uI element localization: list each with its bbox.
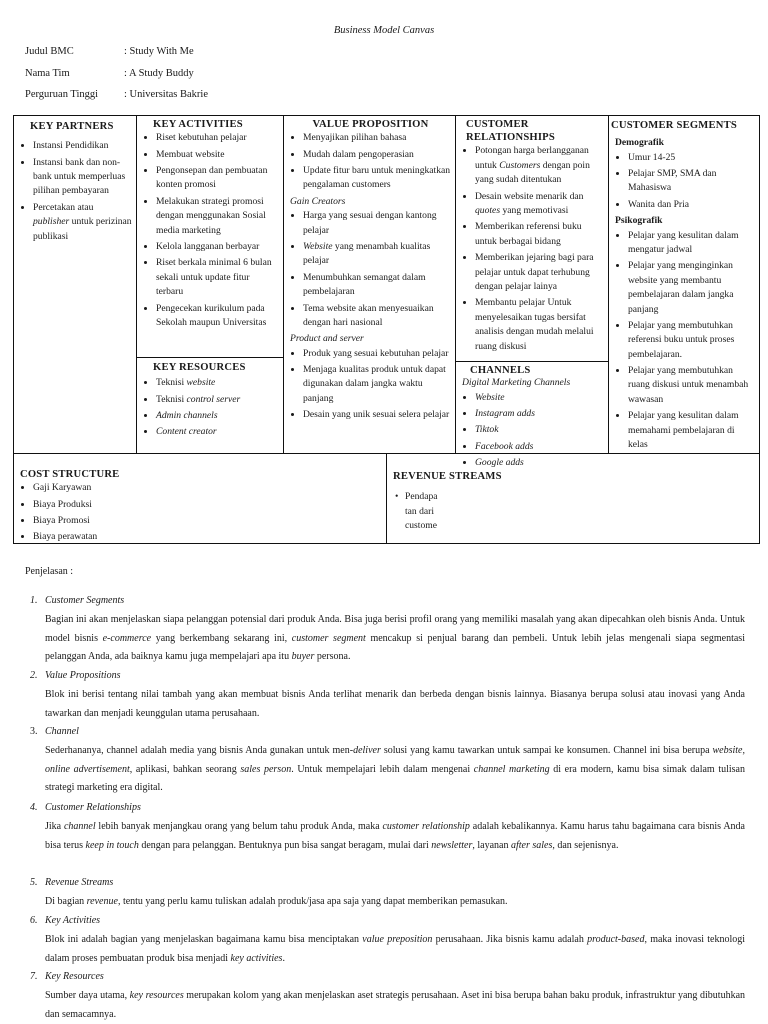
text-fragment: di era modern, kamu bisa simak dalam tulisan strategi marketing era digital. — [45, 763, 745, 793]
list-item: • Memberikan jejaring bagi para pelajar untuk dapat terhubung dengan pelajar lainya — [475, 251, 604, 294]
meta-value: : Study With Me — [124, 46, 194, 57]
text-fragment: lebih banyak menjangkau orang yang belum tahu produk Anda, maka — [95, 821, 383, 832]
list-item: • Membantu pelajar Untuk menyelesaikan tugas bersifat analisis dengan mudah melalui ruang diskusi — [475, 296, 604, 354]
text-fragment: dengan poin yang sudah ditentukan — [475, 159, 590, 186]
gain-creators-list — [290, 209, 451, 330]
text-fragment: untuk perizinan publikasi — [33, 216, 132, 242]
text-fragment: newsletter — [431, 839, 473, 851]
item-paragraph — [45, 931, 745, 968]
explanation-label: Penjelasan : — [25, 566, 74, 577]
text-fragment: , tentu yang perlu kamu tuliskan adalah produk/jasa apa saja yang dapat memberikan pemasukan. — [117, 896, 508, 907]
text-fragment: keep in touch — [85, 839, 139, 851]
text-fragment: website — [186, 377, 216, 389]
document-title: Business Model Canvas — [333, 25, 435, 36]
key-partners-heading: KEY PARTNERS — [30, 121, 114, 132]
text-fragment: perusahaan. Jika bisnis kamu adalah — [432, 934, 588, 945]
list-item: • Harga yang sesuai dengan kantong pelajar — [303, 209, 451, 238]
text-fragment: . — [282, 952, 285, 964]
key-resources-block — [136, 357, 284, 454]
text-fragment: key activities — [230, 952, 283, 964]
text-fragment: Bagian ini akan menjelaskan siapa pelanggan potensial dari produk Anda. Bisa juga berisi profil orang yang memiliki masalah yang akan dipecahkan oleh bisnis Anda. Untuk model bisnis — [45, 614, 745, 644]
list-item: • Gaji Karyawan — [33, 481, 382, 495]
text-fragment: Customers — [499, 159, 541, 171]
text-line: custome — [405, 520, 437, 532]
item-number: 4. — [30, 802, 38, 813]
item-paragraph — [45, 818, 745, 855]
product-list — [290, 347, 451, 423]
list-item: • Instagram adds — [475, 407, 604, 421]
item-title: Key Activities — [45, 915, 101, 926]
revenue-streams-text-box — [393, 487, 755, 531]
customer-relationships-block — [455, 115, 609, 362]
text-fragment: product-based — [587, 934, 645, 945]
list-item: • Pengecekan kurikulum pada Sekolah maupun Universitas — [156, 302, 279, 331]
list-item: • Pelajar yang kesulitan dalam mengatur jadwal — [628, 229, 755, 258]
text-fragment: after sales — [510, 839, 553, 851]
text-fragment: adalah kebalikannya. Kamu harus tahu bagaimana cara bisnis Anda bisa terus — [45, 821, 745, 851]
text-fragment: Di bagian — [45, 896, 87, 907]
meta-key: Nama Tim — [25, 68, 70, 79]
text-line: tan dari — [405, 505, 435, 517]
text-fragment: quotes — [475, 205, 501, 217]
meta-key: Judul BMC — [25, 46, 74, 57]
list-item — [395, 490, 451, 533]
list-item — [475, 190, 604, 219]
list-item: • Update fitur baru untuk meningkatkan pengalaman customers — [303, 164, 451, 193]
text-fragment: solusi yang kamu tawarkan untuk sampai ke konsumen. Channel ini bisa berupa — [380, 745, 713, 756]
list-item: • Pelajar yang membutuhkan ruang diskusi untuk menambah wawasan — [628, 364, 755, 407]
business-model-canvas — [13, 115, 760, 544]
list-item: • Biaya Promosi — [33, 514, 382, 528]
text-fragment: Blok ini adalah bagian yang menjelaskan bagaimana kamu bisa menciptakan — [45, 934, 363, 945]
list-item: • Menjaga kualitas produk untuk dapat digunakan dalam jangka waktu panjang — [303, 363, 451, 406]
text-fragment: mencakup si penjual barang dan pembeli. Untuk lebih jelas mengenali siapa segmentasi pelanggan Anda, ada baiknya kamu juga mempelajari apa itu — [45, 632, 745, 662]
demografik-list — [611, 151, 755, 213]
item-title: Channel — [45, 726, 79, 737]
value-proposition-heading: VALUE PROPOSITION — [312, 119, 429, 130]
item-title: Revenue Streams — [45, 877, 114, 888]
text-fragment: . Untuk mempelajari lebih dalam mengenai — [291, 763, 474, 775]
text-fragment: persona. — [314, 651, 351, 662]
item-title: Key Resources — [45, 971, 104, 982]
text-fragment: sales person — [240, 763, 292, 775]
key-activities-list — [143, 131, 279, 330]
list-item: • Website — [475, 391, 604, 405]
meta-value: : Universitas Bakrie — [124, 89, 208, 100]
list-item — [33, 201, 132, 244]
text-fragment: Teknisi — [156, 393, 187, 405]
customer-relationships-list — [462, 144, 604, 353]
gain-creators-subheading: Gain Creators — [290, 195, 346, 207]
item-title: Customer Relationships — [45, 802, 141, 813]
text-fragment: website, online advertisement — [45, 745, 745, 775]
list-item: • Instansi Pendidikan — [33, 139, 132, 153]
psikografik-list — [611, 229, 755, 453]
key-activities-heading: KEY ACTIVITIES — [153, 119, 243, 130]
text-fragment: publisher — [33, 216, 70, 228]
item-number: 6. — [30, 915, 38, 926]
text-fragment: Sumber daya utama, — [45, 990, 130, 1001]
item-number: 7. — [30, 971, 38, 982]
cost-structure-list — [20, 481, 382, 545]
text-fragment: Percetakan atau — [33, 201, 94, 213]
list-item — [303, 240, 451, 269]
text-fragment: control server — [186, 393, 241, 405]
list-item: • Membuat website — [156, 148, 279, 162]
item-number: 5. — [30, 877, 38, 888]
item-number: 3. — [30, 726, 38, 737]
list-item: • Memberikan referensi buku untuk berbagai bidang — [475, 220, 604, 249]
text-fragment: Sederhananya, channel adalah media yang bisnis Anda gunakan untuk men- — [45, 745, 354, 756]
item-paragraph: Blok ini berisi tentang nilai tambah yang akan membuat bisnis Anda terlihat menarik dan berbeda dengan bisnis lainnya. Biasanya berupa solusi atau inovasi yang Anda tawarkan dan menjadi keunggulan utama perusahaan. — [45, 689, 745, 719]
demografik-subheading: Demografik — [615, 137, 665, 149]
text-fragment: , layanan — [472, 839, 511, 851]
item-paragraph — [45, 987, 745, 1024]
channels-heading: CHANNELS — [470, 365, 531, 376]
list-item — [156, 376, 279, 390]
text-fragment: Desain website menarik dan — [475, 190, 584, 202]
customer-relationships-heading — [462, 118, 604, 144]
list-item: • Mudah dalam pengoperasian — [303, 148, 451, 162]
item-title: Customer Segments — [45, 595, 125, 606]
text-fragment: merupakan kolom yang akan menjelaskan aset strategis perusahaan. Aset ini bisa berupa bahan baku produk, infrastruktur yang dibutuhkan dan semacamnya. — [45, 990, 746, 1020]
list-item: • Umur 14-25 — [628, 151, 755, 165]
list-item: • Melakukan strategi promosi dengan menggunakan Sosial media marketing — [156, 195, 279, 238]
text-fragment: revenue — [86, 896, 118, 907]
list-item: • Admin channels — [156, 409, 279, 423]
list-item: • Biaya Produksi — [33, 498, 382, 512]
text-fragment: value preposition — [362, 934, 433, 945]
value-proposition-list — [290, 131, 451, 193]
key-partners-block — [13, 115, 137, 454]
list-item: • Google adds — [475, 456, 604, 470]
list-item: • Produk yang sesuai kebutuhan pelajar — [303, 347, 451, 361]
list-item: • Pelajar yang membutuhkan referensi buku untuk proses pembelajaran. — [628, 319, 755, 362]
product-and-server-subheading: Product and server — [290, 333, 364, 345]
text-fragment: , maka inovasi teknologi dalam proses pembuatan produk bisa menjadi — [45, 934, 746, 964]
text-fragment: yang memotivasi — [500, 205, 569, 217]
revenue-streams-block — [386, 453, 760, 544]
channels-subheading: Digital Marketing Channels — [462, 377, 571, 389]
list-item — [475, 144, 604, 187]
channels-block — [455, 361, 609, 469]
customer-segments-block — [608, 115, 760, 454]
item-number: 2. — [30, 670, 38, 681]
list-item: • Wanita dan Pria — [628, 198, 755, 212]
text-fragment: customer segment — [291, 632, 366, 644]
list-item: • Desain yang unik sesuai selera pelajar — [303, 408, 451, 422]
list-item: • Tiktok — [475, 423, 604, 437]
list-item: • Riset kebutuhan pelajar — [156, 131, 279, 145]
cost-structure-heading: COST STRUCTURE — [20, 469, 120, 480]
key-resources-heading: KEY RESOURCES — [153, 362, 246, 373]
value-proposition-block — [283, 115, 456, 454]
list-item: • Pelajar yang menginginkan website yang membantu pembelajaran dalam jangka panjang — [628, 259, 755, 317]
heading-line: CUSTOMER — [466, 119, 529, 130]
item-paragraph — [45, 742, 745, 798]
text-fragment: Website — [303, 240, 333, 252]
text-fragment: channel marketing — [473, 763, 550, 775]
text-fragment: yang berkembang sekarang ini, — [151, 632, 292, 644]
meta-key: Perguruan Tinggi — [25, 89, 99, 100]
list-item: • Pelajar SMP, SMA dan Mahasiswa — [628, 167, 755, 196]
text-line: Pendapa — [405, 491, 438, 503]
customer-segments-heading: CUSTOMER SEGMENTS — [611, 120, 737, 131]
text-fragment: , aplikasi, bahkan seorang — [129, 763, 241, 775]
list-item: • Pelajar yang kesulitan dalam memahami pembelajaran di kelas — [628, 409, 755, 452]
revenue-streams-heading: REVENUE STREAMS — [393, 471, 502, 482]
list-item: • Pengonsepan dan pembuatan konten promosi — [156, 164, 279, 193]
cost-structure-block — [13, 453, 387, 544]
text-fragment: , dan sejenisnya. — [552, 839, 619, 851]
list-item: • Instansi bank dan non-bank untuk memperluas pilihan pembayaran — [33, 156, 132, 199]
list-item: • Facebook adds — [475, 440, 604, 454]
text-fragment: key resources — [129, 990, 184, 1001]
key-partners-list — [20, 139, 132, 244]
text-fragment: yang menambah kualitas pelajar — [303, 240, 431, 267]
list-item: • Riset berkala minimal 6 bulan sekali untuk update fitur terbaru — [156, 256, 279, 299]
text-fragment: dengan para pelanggan. Bentuknya pun bisa sangat beragam, mulai dari — [138, 839, 432, 851]
list-item: • Content creator — [156, 425, 279, 439]
bullet-icon: • — [395, 491, 399, 503]
text-fragment: deliver — [353, 745, 381, 756]
text-fragment: buyer — [291, 651, 315, 662]
item-number: 1. — [30, 595, 38, 606]
list-item: • Kelola langganan berbayar — [156, 240, 279, 254]
text-fragment: e-commerce — [102, 632, 152, 644]
list-item: • Biaya perawatan — [33, 530, 382, 544]
list-item: • Tema website akan menyesuaikan dengan hari nasional — [303, 302, 451, 331]
text-fragment: Potongan harga berlangganan untuk — [475, 145, 589, 171]
list-item: • Menyajikan pilihan bahasa — [303, 131, 451, 145]
item-title: Value Propositions — [45, 670, 121, 681]
list-item — [156, 393, 279, 407]
list-item: • Menumbuhkan semangat dalam pembelajaran — [303, 271, 451, 300]
psikografik-subheading: Psikografik — [615, 215, 663, 227]
text-fragment: Jika — [45, 821, 64, 832]
text-fragment: customer relationship — [382, 821, 470, 832]
item-paragraph — [45, 893, 745, 912]
heading-line: RELATIONSHIPS — [466, 132, 555, 144]
item-paragraph — [45, 611, 745, 667]
text-fragment: Teknisi — [156, 377, 187, 389]
key-resources-list — [143, 376, 279, 440]
key-activities-block — [136, 115, 284, 358]
text-fragment: channel — [63, 821, 96, 832]
meta-value: : A Study Buddy — [124, 68, 194, 79]
